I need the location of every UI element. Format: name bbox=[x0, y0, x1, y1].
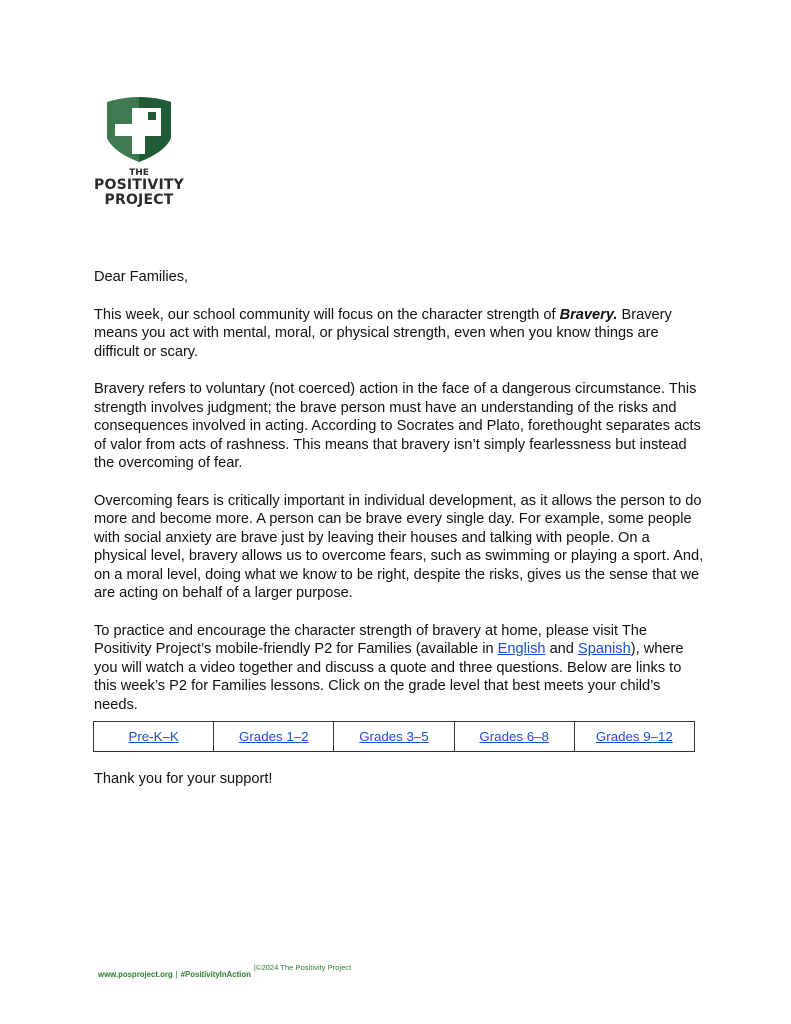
practice-text: To practice and encourage the character strength of bravery at home, please visit The Positivity Project’s mobile-friendly P2 for Families (available in bbox=[94, 622, 647, 657]
practice-text-cont: ), where you will watch a video together and discuss a quote and three questions. Below are links to this week’s P2 for Families lessons. Click on the grade level that best meets your child’s needs. bbox=[94, 641, 684, 713]
intro-text-cont: Bravery means you act with mental, moral, or physical strength, even when you know things are difficult or scary. bbox=[94, 306, 672, 360]
grade-cell bbox=[334, 722, 454, 752]
grade-cell bbox=[454, 722, 574, 752]
footer-hashtag: #PositivityInAction bbox=[180, 970, 251, 979]
grade-link-1-2[interactable]: Grades 1–2 bbox=[239, 729, 309, 744]
footer-copyright: |©2024 The Positivity Project bbox=[253, 963, 352, 972]
logo-text-positivity: POSITIVITY bbox=[94, 177, 184, 193]
footer bbox=[98, 963, 352, 979]
positivity-project-logo bbox=[92, 94, 186, 208]
grade-link-9-12[interactable]: Grades 9–12 bbox=[595, 729, 673, 744]
paragraph-definition: Bravery refers to voluntary (not coerced) action in the face of a dangerous circumstance. This strength involves judgment; the brave person must have an understanding of the risks and consequences involved in acting. According to Socrates and Plato, forethought separates acts of valor from acts of rashness. This means that bravery isn’t simply fearlessness but instead the overcoming of fear. bbox=[94, 381, 701, 471]
logo-text-project: PROJECT bbox=[104, 192, 174, 208]
grade-link-6-8[interactable]: Grades 6–8 bbox=[479, 729, 549, 744]
grade-link-3-5[interactable]: Grades 3–5 bbox=[359, 729, 429, 744]
greeting: Dear Families, bbox=[94, 269, 189, 285]
shield-plus-icon bbox=[105, 94, 173, 164]
strength-name: Bravery. bbox=[559, 306, 618, 323]
footer-separator: | bbox=[175, 970, 178, 979]
paragraph-practice bbox=[94, 622, 704, 715]
practice-and: and bbox=[545, 641, 578, 657]
grade-cell bbox=[574, 722, 694, 752]
english-link[interactable]: English bbox=[497, 641, 546, 657]
footer-website: www.posproject.org bbox=[98, 970, 173, 979]
closing: Thank you for your support! bbox=[94, 771, 273, 787]
grade-links-table bbox=[93, 721, 695, 752]
spanish-link[interactable]: Spanish bbox=[577, 641, 631, 657]
letter-body bbox=[94, 268, 704, 733]
intro-text: This week, our school community will focus on the character strength of bbox=[94, 306, 560, 323]
grade-cell bbox=[94, 722, 214, 752]
grade-cell bbox=[214, 722, 334, 752]
logo-text-the: THE bbox=[129, 168, 149, 178]
grade-link-prek-k[interactable]: Pre-K–K bbox=[128, 729, 179, 744]
paragraph-intro bbox=[94, 306, 704, 362]
paragraph-development: Overcoming fears is critically important in individual development, as it allows the person to do more and become more. A person can be brave every single day. For example, some people with social anxiety are brave just by leaving their houses and talking with people. On a physical level, bravery allows us to overcome fears, such as swimming or playing a sport. And, on a moral level, doing what we know to be right, despite the risks, gives us the sense that we are acting on behalf of a larger purpose. bbox=[94, 492, 704, 601]
